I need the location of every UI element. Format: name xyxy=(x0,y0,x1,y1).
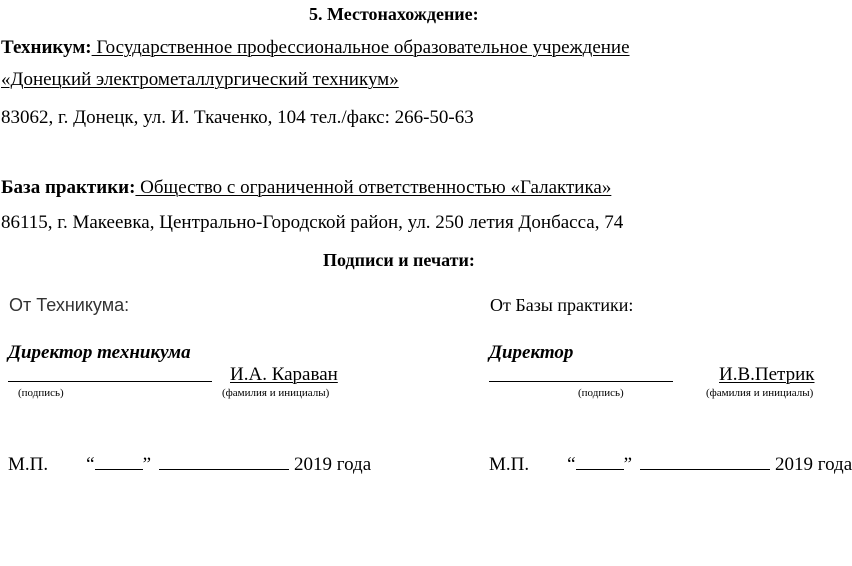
left-day-blank xyxy=(95,452,143,470)
left-name-caption: (фамилия и инициалы) xyxy=(222,387,330,399)
left-date-open-quote: “ xyxy=(86,454,95,475)
right-name-caption: (фамилия и инициалы) xyxy=(706,387,814,399)
right-year: 2019 года xyxy=(775,454,852,475)
base-address: 86115, г. Макеевка, Центрально-Городской район, ул. 250 летия Донбасса, 74 xyxy=(1,212,624,233)
right-name: И.В.Петрик xyxy=(719,364,815,385)
left-date-line xyxy=(8,452,371,476)
right-date-line xyxy=(489,452,852,476)
technikum-line xyxy=(1,37,630,59)
left-from-label: От Техникума: xyxy=(9,295,130,315)
left-year: 2019 года xyxy=(294,454,372,475)
right-stamp: М.П. xyxy=(489,454,530,475)
location-heading: 5. Местонахождение: xyxy=(309,4,479,24)
base-line xyxy=(1,177,611,199)
base-name: Общество с ограниченной ответственностью «Галактика» xyxy=(135,177,612,198)
right-day-blank xyxy=(576,452,624,470)
right-month-blank xyxy=(640,452,770,470)
left-signature-line xyxy=(8,381,212,382)
left-stamp: М.П. xyxy=(8,454,49,475)
right-date-open-quote: “ xyxy=(567,454,576,475)
right-sign-caption: (подпись) xyxy=(578,387,624,399)
left-name: И.А. Караван xyxy=(230,364,338,385)
technikum-address: 83062, г. Донецк, ул. И. Ткаченко, 104 тел./факс: 266-50-63 xyxy=(1,107,474,128)
signatures-heading: Подписи и печати: xyxy=(323,250,475,270)
left-month-blank xyxy=(159,452,289,470)
right-role: Директор xyxy=(489,342,574,363)
left-sign-caption: (подпись) xyxy=(18,387,64,399)
base-label: База практики: xyxy=(1,177,136,198)
technikum-name-line2: «Донецкий электрометаллургический техникум» xyxy=(1,69,399,90)
technikum-label: Техникум: xyxy=(1,37,92,58)
left-role: Директор техникума xyxy=(8,342,191,363)
technikum-name-line1: Государственное профессиональное образовательное учреждение xyxy=(91,37,630,58)
right-signature-line xyxy=(489,381,673,382)
right-from-label: От Базы практики: xyxy=(490,295,634,315)
left-date-close-quote: ” xyxy=(142,454,151,475)
right-date-close-quote: ” xyxy=(623,454,632,475)
